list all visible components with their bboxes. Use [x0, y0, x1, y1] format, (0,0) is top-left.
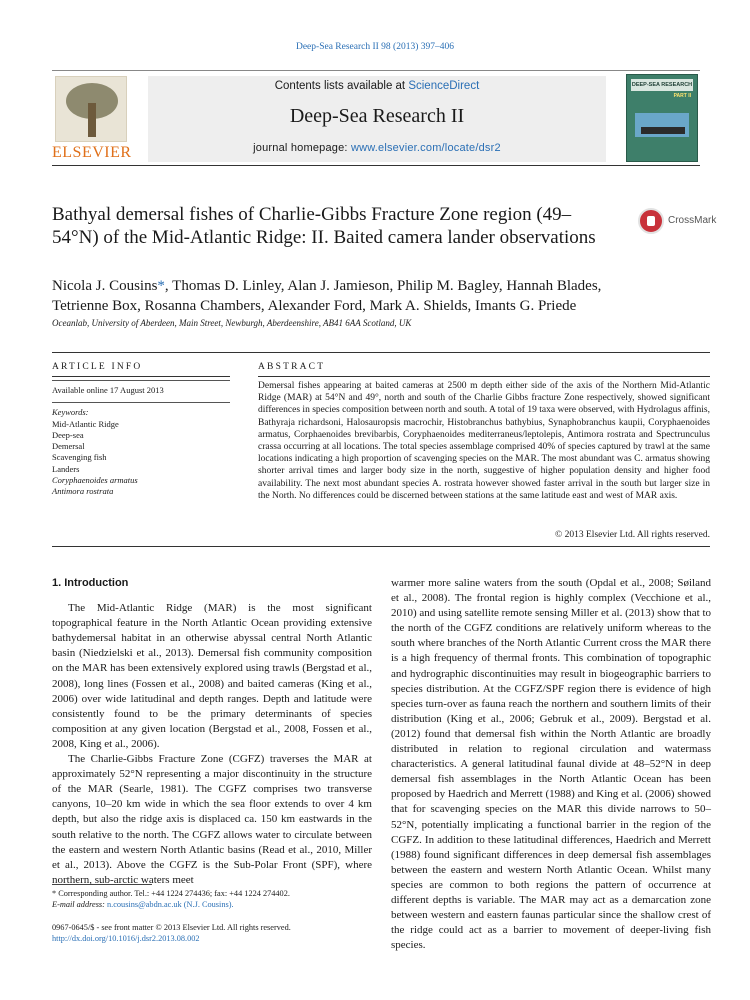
- paragraph: The Mid-Atlantic Ridge (MAR) is the most significant topographical feature in the North Atlantic Ocean providing extensive bathydemersal habitat in an otherwise abyssal central North Atlantic basin (Niedzielski et al., 2013). Demersal fish community composition on the MAR has been extensively explored using trawls (Bergstad et al., 2008), long lines (Fossen et al., 2008) and baited cameras (King et al., 2006) over wide latitudinal and depth ranges. Depth and latitude were consistently found to be the primary determinants of species composition at any given location (Bergstad et al., 2008, Fossen et al., 2008, King et al., 2006).: [52, 602, 372, 750]
- doi-link[interactable]: http://dx.doi.org/10.1016/j.dsr2.2013.08.002: [52, 934, 200, 944]
- available-online: Available online 17 August 2013: [52, 385, 164, 395]
- crossmark-badge[interactable]: [638, 208, 718, 236]
- crossmark-icon: [638, 208, 664, 234]
- email-link[interactable]: n.cousins@abdn.ac.uk (N.J. Cousins).: [107, 900, 234, 910]
- article-info-heading: ARTICLE INFO: [52, 362, 143, 372]
- paragraph: The Charlie-Gibbs Fracture Zone (CGFZ) traverses the MAR at approximately 52°N representing a major discontinuity in the structure of the MAR (Searle, 1981). The CGFZ comprises two transverse canyons, 10–20 km wide in which the sea floor extends to over 4 km depth, but also the ridge axis is displaced ca. 150 km eastwards in the south relative to the north. The CGFZ allows water to circulate between the eastern and western North Atlantic basins (Read et al., 2010, Miller et al., 2013). Above the CGFZ is the Sub-Polar Front (SPF), where northern, sub-arctic waters meet: [52, 753, 372, 886]
- right-column: [391, 576, 711, 953]
- keyword: Landers: [52, 463, 80, 474]
- corresponding-author-note: * Corresponding author. Tel.: +44 1224 274436; fax: +44 1224 274402.: [52, 889, 290, 898]
- info-top-rule: [52, 376, 230, 377]
- contents-prefix: Contents lists available at: [274, 80, 409, 92]
- contents-line: [148, 80, 606, 92]
- issn-line: 0967-0645/$ - see front matter © 2013 Elsevier Ltd. All rights reserved.: [52, 923, 291, 932]
- publisher-name: ELSEVIER: [52, 144, 132, 161]
- journal-title: Deep-Sea Research II: [289, 105, 465, 127]
- footnotes: [52, 888, 372, 910]
- journal-citation[interactable]: Deep-Sea Research II 98 (2013) 397–406: [295, 42, 455, 52]
- other-authors: , Thomas D. Linley, Alan J. Jamieson, Philip M. Bagley, Hannah Blades, Tetrienne Box, Rosanna Chambers, Alexander Ford, Mark A. Shields, Imants G. Priede: [52, 278, 602, 314]
- footnote-rule: [52, 884, 152, 885]
- article-title: Bathyal demersal fishes of Charlie-Gibbs Fracture Zone region (49–54°N) of the Mid-Atlantic Ridge: II. Baited camera lander observations: [52, 204, 596, 248]
- info-rule: [52, 402, 230, 403]
- elsevier-tree-icon: [55, 76, 127, 142]
- masthead-bottom-rule: [52, 165, 700, 166]
- cover-part: PART II: [673, 93, 691, 99]
- article-info: [52, 380, 230, 498]
- keywords-title: Keywords:: [52, 407, 89, 418]
- paragraph: warmer more saline waters from the south (Opdal et al., 2008; Søiland et al., 2008). The frontal region is highly complex (Vecchione et al., 2010) and using satellite remote sensing Miller et al. (2013) show that to the north of the CGFZ conditions are relatively uniform whereas to the south where branches of the North Atlantic Current cross the MAR there is a high frequency of thermal fronts. This combination of topographic and hydrographic discontinuities may result in biogeographic barriers to species distribution. At the CGFZ/SPF region there is evidence of high species turn-over as fauna reach the northern and southern limits of their distribution (King et al., 2006; Gebruk et al., 2009). Bergstad et al. (2012) found that demersal fish within the North Atlantic are broadly distributed in relation to regional circulation and watermass characteristics. A general latitudinal faunal divide at 48–52°N in deep demersal fish assemblages in the North Atlantic Ocean has been proposed by Haedrich and Merrett (1988) and King et al. (2006) showed that for scavenging species on the MAR this divide narrows to 50–52°N, potentially implicating a functional barrier in the region of the CGFZ. In addition to these latitudinal differences, Haedrich and Merrett (1988) found significant differences in deep demersal fish assemblages between the eastern and western North Atlantic Ocean. Whilst many species are common to both regions the pattern of occurrence at different depths is variable. The MAR may act as a demarcation zone between western and eastern faunas particular since the shallow crest of the ridge could act as a barrier to movement of deeper-living fish species.: [391, 577, 711, 952]
- keyword: Mid-Atlantic Ridge: [52, 418, 119, 429]
- homepage-prefix: journal homepage:: [253, 142, 351, 154]
- author-list: [52, 276, 652, 316]
- masthead-top-rule: [52, 70, 700, 71]
- keyword: Coryphaenoides armatus: [52, 475, 138, 486]
- journal-homepage: [148, 142, 606, 154]
- sciencedirect-link[interactable]: ScienceDirect: [408, 80, 480, 92]
- abstract-top-rule: [258, 376, 710, 377]
- affiliation: Oceanlab, University of Aberdeen, Main Street, Newburgh, Aberdeenshire, AB41 6AA Scotland, UK: [52, 318, 412, 328]
- crossmark-label: CrossMark: [668, 215, 717, 226]
- email-label: E-mail address:: [52, 900, 107, 910]
- cover-title: DEEP-SEA RESEARCH: [631, 79, 693, 91]
- first-author: Nicola J. Cousins: [52, 278, 158, 294]
- homepage-link[interactable]: www.elsevier.com/locate/dsr2: [350, 142, 501, 154]
- info-rule: [52, 380, 230, 381]
- section-title: 1. Introduction: [52, 577, 129, 589]
- divider: [52, 352, 710, 353]
- journal-cover-image[interactable]: [626, 74, 698, 162]
- keyword: Antimora rostrata: [52, 486, 114, 497]
- email-line: [52, 899, 372, 910]
- copyright: © 2013 Elsevier Ltd. All rights reserved.: [555, 530, 710, 540]
- journal-banner: [148, 76, 606, 162]
- keyword: Demersal: [52, 441, 85, 452]
- keyword: Deep-sea: [52, 429, 84, 440]
- keyword: Scavenging fish: [52, 452, 107, 463]
- left-column: [52, 576, 372, 888]
- front-matter: [52, 922, 291, 944]
- abstract-text: Demersal fishes appearing at baited cameras at 2500 m depth either side of the axis of the Northern Mid-Atlantic Ridge (MAR) at 54°N and 49°, north and south of the Charlie Gibbs fracture Zone respectively, showed significant differences in species composition between north and south. A total of 19 taxa were observed, with Hydrolagus affinis, Bathyraja richardsoni, Halosauropsis macrochir, Histobranchus bathybius, Synaphobranchus kaupii, Coryphaenoides armatus, Corphaenoides brevibarbis, Coryphaenoides mediterraneus/leptolepis, Antimora rostrata and Spectrunculus crassa occurring at all locations. The total species assemblage comprised 40% of species captured by trawl at the same locations indicating a high proportion of scavenging species on the MAR. The most abundant was C. armatus showing shorter arrival times and larger body size in the north, suggestive of higher population density and higher food availability. The next most abundant species A. rostrata however showed faster arrival in the south but larger size in the North. No differences could be discerned between stations at the same latitude east and west of MAR axis.: [258, 381, 710, 501]
- abstract-heading: ABSTRACT: [258, 362, 326, 372]
- elsevier-logo[interactable]: [52, 76, 130, 162]
- masthead: [52, 70, 700, 166]
- corresponding-author-marker[interactable]: *: [157, 278, 165, 294]
- divider: [52, 546, 710, 547]
